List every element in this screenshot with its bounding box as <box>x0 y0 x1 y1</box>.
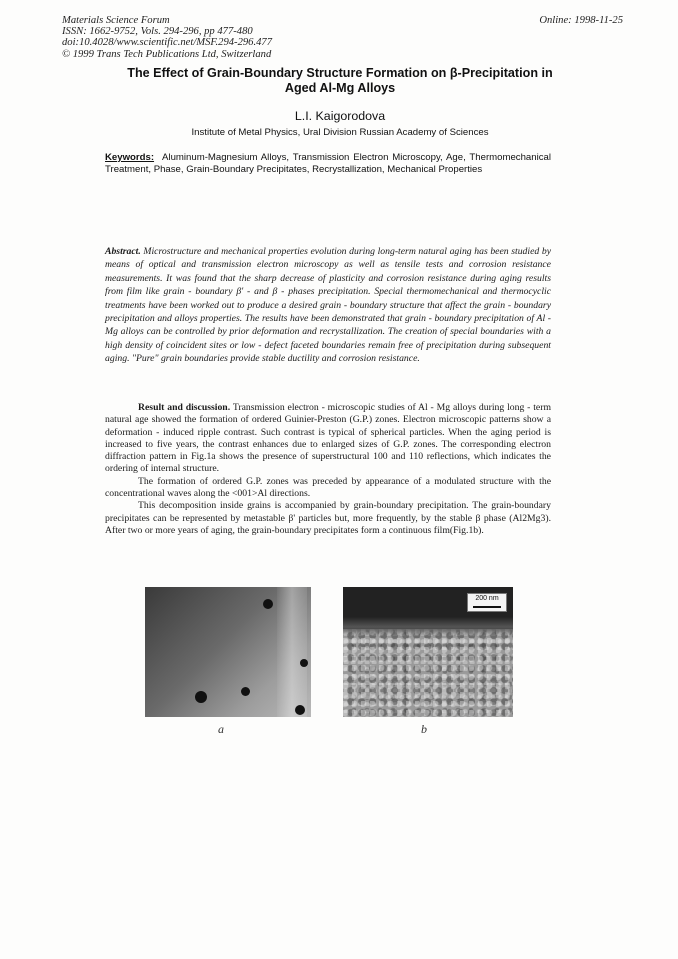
copyright-line: © 1999 Trans Tech Publications Ltd, Switzerland <box>62 48 272 60</box>
doi-line: doi:10.4028/www.scientific.net/MSF.294-296.477 <box>62 37 272 49</box>
journal-name: Materials Science Forum <box>62 15 170 26</box>
issn-line: ISSN: 1662-9752, Vols. 294-296, pp 477-480 <box>62 26 253 38</box>
keywords-label: Keywords: <box>105 152 155 163</box>
precipitate-dot <box>241 687 250 696</box>
scale-bar-line <box>473 606 501 608</box>
paragraph-2: The formation of ordered G.P. zones was preceded by appearance of a modulated structure with the concentrational waves along the <001>Al directions. <box>105 475 551 500</box>
online-date: Online: 1998-11-25 <box>539 15 623 26</box>
title-line-2: Aged Al-Mg Alloys <box>284 81 396 95</box>
precipitate-dot <box>263 599 273 609</box>
scale-bar-label: 200 nm <box>475 595 499 602</box>
micrograph-a-band <box>277 587 307 717</box>
precipitate-dot <box>295 705 305 715</box>
abstract-label: Abstract. <box>105 246 141 257</box>
paragraph-1 <box>105 402 551 476</box>
keywords-block <box>105 152 551 176</box>
paragraph-3: This decomposition inside grains is accompanied by grain-boundary precipitation. The grain-boundary precipitates can be represented by metastable β' particles but, more frequently, by the stable β phase (Al2Mg3). After two or more years of aging, the grain-boundary precipitates form a continuous film(Fig.1b). <box>105 500 551 536</box>
micrograph-b-matrix <box>343 629 513 717</box>
author: L.I. Kaigorodova <box>294 109 386 123</box>
result-label: Result and discussion. <box>138 402 231 413</box>
abstract-text: Microstructure and mechanical properties evolution during long-term natural aging has been studied by means of optical and transmission electron microscopy as well as tensile tests and corrosion resistance measurements. It was found that the sharp decrease of plasticity and corrosion resistance during aging results from film like grain - boundary β' - and β - phases precipitation. Special thermomechanical and thermocyclic treatments have been worked out to produce a desired grain - boundary structure that affect the grain - boundary precipitation and alloys properties. The results have been demonstrated that grain - boundary precipitation of Al - Mg alloys can be controlled by prior deformation and recrystallization. The creation of special boundaries with a high density of coincident sites or low - defect faceted boundaries remain free of precipitation during subsequent aging. "Pure" grain boundaries provide stable ductility and corrosion resistance. <box>105 246 551 365</box>
micrograph-b <box>343 587 513 717</box>
precipitate-dot <box>195 691 207 703</box>
micrograph-a <box>145 587 311 717</box>
caption-b: b <box>421 722 427 736</box>
abstract-block <box>105 245 551 366</box>
scale-bar <box>467 593 507 612</box>
journal-meta <box>62 15 272 60</box>
paper-title <box>70 66 610 96</box>
precipitate-dot <box>300 659 308 667</box>
caption-a: a <box>218 722 224 736</box>
body-text <box>105 402 551 537</box>
keywords-text: Aluminum-Magnesium Alloys, Transmission Electron Microscopy, Age, Thermomechanical Treatment, Phase, Grain-Boundary Precipitates, Recrystallization, Mechanical Properties <box>105 152 551 175</box>
affiliation: Institute of Metal Physics, Ural Division Russian Academy of Sciences <box>191 127 489 138</box>
grain-boundary-film <box>343 617 513 637</box>
paragraph-1-text: Transmission electron - microscopic studies of Al - Mg alloys during long - term natural age showed the formation of ordered Guinier-Preston (G.P.) zones. Electron microscopic patterns show a deformation - induced ripple contrast. Such contrast is typical of spherical particles. When the aging period is increased to five years, the contrast enhances due to enlarged sizes of G.P. zones. The corresponding electron diffraction pattern in Fig.1a shows the presence of superstructural 100 and 110 reflections, which indicates the ordering of internal structure. <box>105 402 551 475</box>
title-line-1: The Effect of Grain-Boundary Structure Formation on β-Precipitation in <box>127 66 553 80</box>
